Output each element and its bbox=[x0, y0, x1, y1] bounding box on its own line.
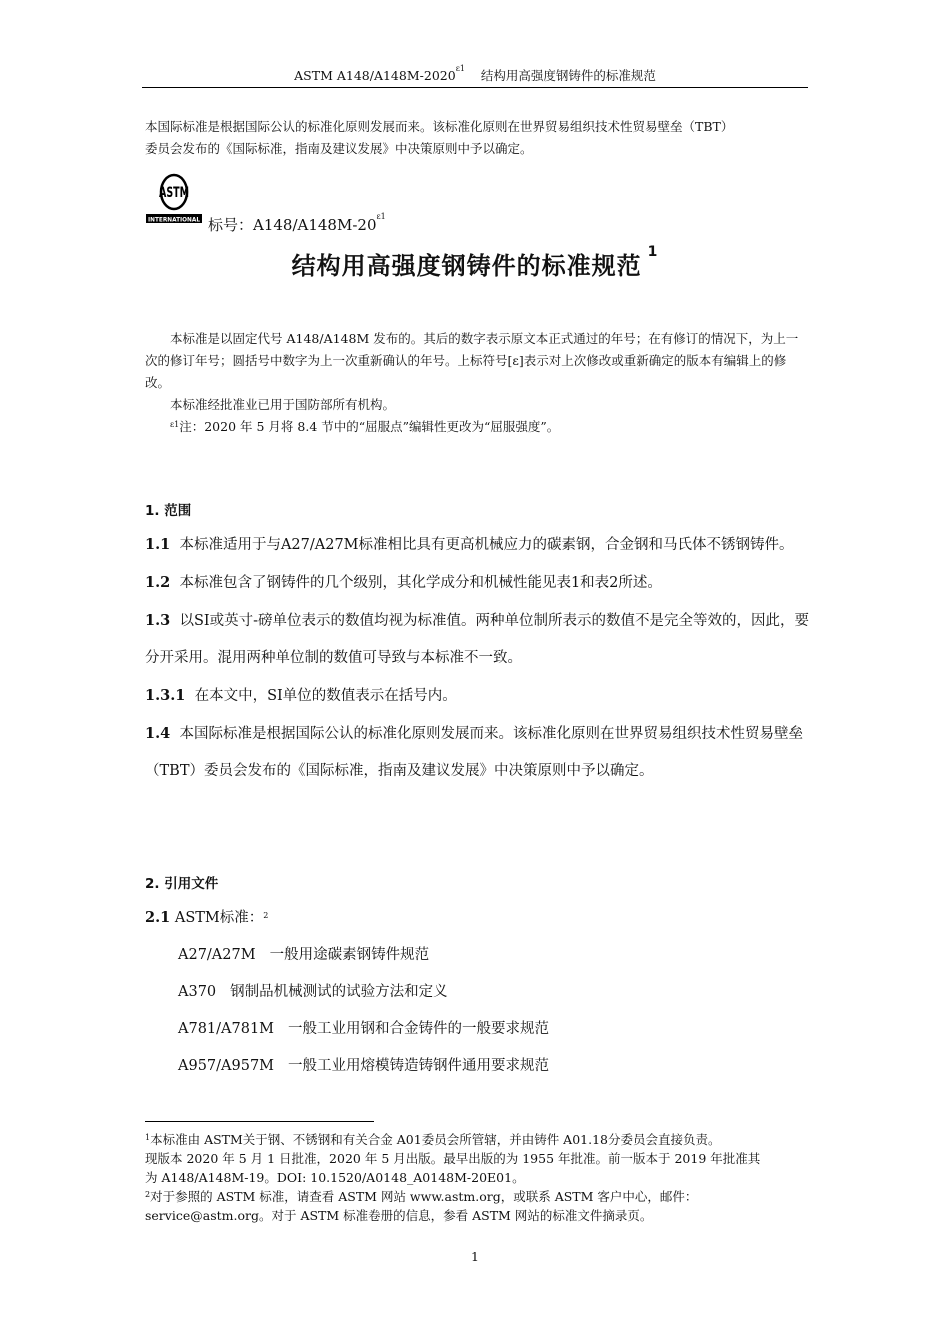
reference-title: 钢制品机械测试的试验方法和定义 bbox=[230, 984, 448, 1000]
clause-1-1 bbox=[145, 526, 810, 564]
footnote-separator bbox=[145, 1121, 374, 1122]
section-1-body bbox=[145, 526, 810, 790]
footnote-2-line-1 bbox=[145, 1187, 810, 1206]
clause-text: 本标准包含了钢铸件的几个级别，其化学成分和机械性能见表1和表2所述。 bbox=[179, 575, 662, 591]
reference-item bbox=[145, 1011, 810, 1048]
reference-code: A370 bbox=[178, 984, 217, 1000]
clause-1-3-1 bbox=[145, 677, 810, 715]
footnote-2-mark: 2 bbox=[145, 1190, 151, 1199]
reference-item bbox=[145, 974, 810, 1011]
clause-1-3 bbox=[145, 602, 810, 677]
reference-code: A957/A957M bbox=[178, 1058, 275, 1074]
preamble bbox=[145, 116, 810, 160]
logo-sub-text: INTERNATIONAL bbox=[148, 216, 201, 224]
section-1-heading: 1. 范围 bbox=[145, 503, 192, 519]
footnote-2-line-2: service@astm.org。对于 ASTM 标准卷册的信息，参看 ASTM 网站的标准文件摘录页。 bbox=[145, 1208, 653, 1223]
clause-text: 以SI或英寸-磅单位表示的数值均视为标准值。两种单位制所表示的数值不是完全等效的，因此，要分开采用。混用两种单位制的数值可导致与本标准不一致。 bbox=[145, 613, 810, 666]
document-title-footnote-mark: 1 bbox=[647, 244, 659, 260]
document-title-text: 结构用高强度钢铸件的标准规范 bbox=[291, 252, 642, 280]
clause-1-4 bbox=[145, 715, 810, 790]
designation-text: 标号：A148/A148M-20 bbox=[208, 216, 377, 234]
clause-number: 1.3 bbox=[145, 612, 171, 629]
clause-number: 2.1 bbox=[145, 909, 171, 926]
reference-item bbox=[145, 1048, 810, 1085]
footnote-1-text: 本标准由 ASTM关于钢、不锈钢和有关合金 A01委员会所管辖，并由铸件 A01.18分委员会直接负责。 bbox=[150, 1132, 721, 1147]
reference-title: 一般用途碳素钢铸件规范 bbox=[269, 947, 430, 963]
clause-text: 本国际标准是根据国际公认的标准化原则发展而来。该标准化原则在世界贸易组织技术性贸易壁垒（TBT）委员会发布的《国际标准，指南及建议发展》中决策原则中予以确定。 bbox=[145, 726, 803, 779]
section-2-heading: 2. 引用文件 bbox=[145, 876, 219, 892]
header-rule bbox=[142, 87, 808, 88]
intro-paragraph-2: 本标准经批准业已用于国防部所有机构。 bbox=[170, 397, 396, 412]
reference-title: 一般工业用熔模铸造铸钢件通用要求规范 bbox=[288, 1058, 550, 1074]
clause-text: 在本文中，SI单位的数值表示在括号内。 bbox=[194, 688, 457, 704]
intro-paragraph-3 bbox=[145, 416, 810, 438]
footnotes bbox=[145, 1130, 810, 1225]
footnote-1-line-2: 现版本 2020 年 5 月 1 日批准，2020 年 5 月出版。最早出版的为 1955 年批准。前一版本于 2019 年批准其 bbox=[145, 1151, 761, 1166]
intro-notes bbox=[145, 328, 810, 438]
clause-number: 1.3.1 bbox=[145, 687, 186, 704]
clause-number: 1.2 bbox=[145, 574, 171, 591]
clause-footnote-mark: 2 bbox=[263, 911, 269, 920]
astm-logo bbox=[145, 172, 203, 228]
reference-item bbox=[145, 937, 810, 974]
preamble-line-1: 本国际标准是根据国际公认的标准化原则发展而来。该标准化原则在世界贸易组织技术性贸易壁垒（TBT） bbox=[145, 119, 734, 134]
designation bbox=[208, 214, 386, 235]
running-header-sup: ε1 bbox=[455, 64, 465, 73]
clause-text: ASTM标准： bbox=[174, 910, 264, 926]
clause-2-1 bbox=[145, 899, 810, 937]
clause-1-2 bbox=[145, 564, 810, 602]
designation-sup: ε1 bbox=[376, 212, 386, 221]
document-title bbox=[0, 246, 950, 281]
running-header bbox=[0, 66, 950, 84]
clause-text: 本标准适用于与A27/A27M标准相比具有更高机械应力的碳素钢，合金钢和马氏体不锈钢铸件。 bbox=[179, 537, 794, 553]
running-header-title: 结构用高强度钢铸件的标准规范 bbox=[480, 68, 656, 83]
reference-title: 一般工业用钢和合金铸件的一般要求规范 bbox=[288, 1021, 550, 1037]
clause-number: 1.1 bbox=[145, 536, 171, 553]
running-header-code: ASTM A148/A148M-2020 bbox=[294, 68, 456, 83]
intro-paragraph-1: 本标准是以固定代号 A148/A148M 发布的。其后的数字表示原文本正式通过的年号；在有修订的情况下，为上一次的修订年号；圆括号中数字为上一次重新确认的年号。上标符号[ε]表示对上次修改或重新确定的版本有编辑上的修改。 bbox=[145, 331, 799, 390]
reference-code: A27/A27M bbox=[178, 947, 256, 963]
intro-note-sup: ε1 bbox=[170, 420, 180, 429]
preamble-line-2: 委员会发布的《国际标准，指南及建议发展》中决策原则中予以确定。 bbox=[145, 141, 533, 156]
footnote-1-mark: 1 bbox=[145, 1133, 151, 1142]
reference-code: A781/A781M bbox=[178, 1021, 275, 1037]
page-number: 1 bbox=[471, 1249, 479, 1264]
footnote-2-text: 对于参照的 ASTM 标准，请查看 ASTM 网站 www.astm.org，或联系 ASTM 客户中心，邮件： bbox=[150, 1189, 698, 1204]
footnote-1-line-1 bbox=[145, 1130, 810, 1149]
section-2-body bbox=[145, 899, 810, 1085]
logo-mark-text: ASTM bbox=[159, 185, 189, 201]
intro-note-text: 注：2020 年 5 月将 8.4 节中的“屈服点”编辑性更改为“屈服强度”。 bbox=[179, 419, 560, 434]
clause-number: 1.4 bbox=[145, 725, 171, 742]
footnote-1-line-3: 为 A148/A148M-19。DOI: 10.1520/A0148_A0148M-20E01。 bbox=[145, 1170, 525, 1185]
